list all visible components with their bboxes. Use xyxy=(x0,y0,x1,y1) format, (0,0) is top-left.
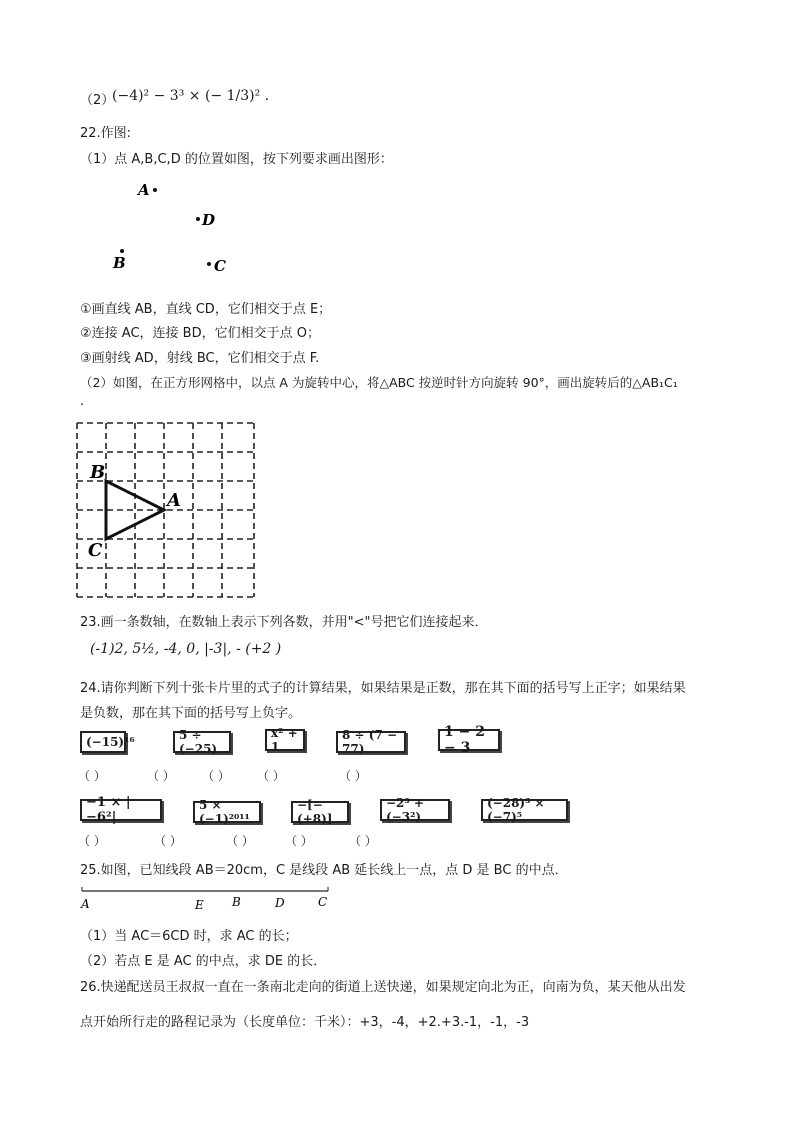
q22-step1: ①画直线 AB，直线 CD，它们相交于点 E； xyxy=(80,302,332,317)
q21-expression: (−4)² − 3³ × (− 1/3)² . xyxy=(112,88,270,104)
q22-points-figure xyxy=(100,175,250,285)
point-B-label: B xyxy=(113,254,126,272)
paren-3: （ ） xyxy=(202,769,230,783)
card-4: 8 ÷ (7 − 77) xyxy=(336,731,406,753)
paren-1: （ ） xyxy=(78,769,106,783)
q22-part1: （1）点 A,B,C,D 的位置如图，按下列要求画出图形： xyxy=(80,152,393,167)
card-8: −[−(+8)] xyxy=(291,801,349,823)
q24-line1: 24.请你判断下列十张卡片里的式子的计算结果，如果结果是正数，那在其下面的括号写上正字；如果结果 xyxy=(80,681,686,696)
paren-7: （ ） xyxy=(154,834,182,848)
paren-10: （ ） xyxy=(349,834,377,848)
paren-6: （ ） xyxy=(78,834,106,848)
point-C xyxy=(207,262,211,266)
seg-label-E: E xyxy=(195,898,204,912)
q22-part2: （2）如图，在正方形网格中，以点 A 为旋转中心，将△ABC 按逆时针方向旋转 90°，画出旋转后的△AB₁C₁ xyxy=(80,375,678,390)
point-A-label: A xyxy=(138,181,150,199)
q25-sub1: （1）当 AC＝6CD 时，求 AC 的长； xyxy=(80,929,298,944)
paren-2: （ ） xyxy=(147,769,175,783)
card-7: 5 × (−1)²⁰¹¹ xyxy=(193,801,261,823)
q22-part2-end: . xyxy=(80,394,85,409)
seg-label-A: A xyxy=(81,897,90,911)
point-C-label: C xyxy=(214,257,226,275)
card-2: 5 ÷ (−25) xyxy=(173,731,231,753)
q22-title: 22.作图: xyxy=(80,126,132,141)
seg-label-D: D xyxy=(275,896,285,910)
q25-title: 25.如图，已知线段 AB＝20cm，C 是线段 AB 延长线上一点，点 D 是 BC 的中点． xyxy=(80,863,568,878)
card-9: −2³ + (−3²) xyxy=(380,799,450,821)
q26-line1: 26.快递配送员王叔叔一直在一条南北走向的街道上送快递，如果规定向北为正，向南为负，某天他从出发 xyxy=(80,980,686,995)
paren-9: （ ） xyxy=(285,834,313,848)
q25-sub2: （2）若点 E 是 AC 的中点，求 DE 的长． xyxy=(80,954,327,969)
point-D-label: D xyxy=(202,211,216,229)
point-A xyxy=(153,188,157,192)
card-1: (−15)¹⁶ xyxy=(80,731,126,753)
seg-label-C: C xyxy=(318,895,328,909)
grid-label-A: A xyxy=(167,490,181,511)
paren-5: （ ） xyxy=(339,769,367,783)
q26-line2: 点开始所行走的路程记录为（长度单位：千米）：+3，-4，+2.+3.-1，-1，-3 xyxy=(80,1015,530,1030)
q22-step3: ③画射线 AD，射线 BC，它们相交于点 F. xyxy=(80,351,320,366)
seg-label-B: B xyxy=(232,895,241,909)
grid-label-B: B xyxy=(90,462,106,483)
q24-line2: 是负数，那在其下面的括号写上负字。 xyxy=(80,706,302,721)
card-3: x² + 1 xyxy=(265,729,305,751)
segment-figure xyxy=(78,882,338,912)
point-D xyxy=(196,217,200,221)
card-5: 1 − 2 − 3 xyxy=(438,729,500,751)
q23-numbers: (-1)2, 5½, -4, 0, |-3|, - (+2 ) xyxy=(90,641,282,657)
grid-label-C: C xyxy=(88,540,103,561)
q22-step2: ②连接 AC，连接 BD，它们相交于点 O； xyxy=(80,326,320,341)
card-10: (−28)³ × (−7)⁵ xyxy=(481,799,568,821)
point-B xyxy=(120,249,124,253)
q23-title: 23.画一条数轴，在数轴上表示下列各数，并用"<"号把它们连接起来． xyxy=(80,615,488,630)
paren-4: （ ） xyxy=(257,769,285,783)
triangle-ABC xyxy=(106,481,164,539)
q21-label: （2） xyxy=(80,93,115,108)
rotation-grid-figure xyxy=(74,420,260,602)
paren-8: （ ） xyxy=(226,834,254,848)
card-6: −1 × |−6²| xyxy=(80,799,162,821)
